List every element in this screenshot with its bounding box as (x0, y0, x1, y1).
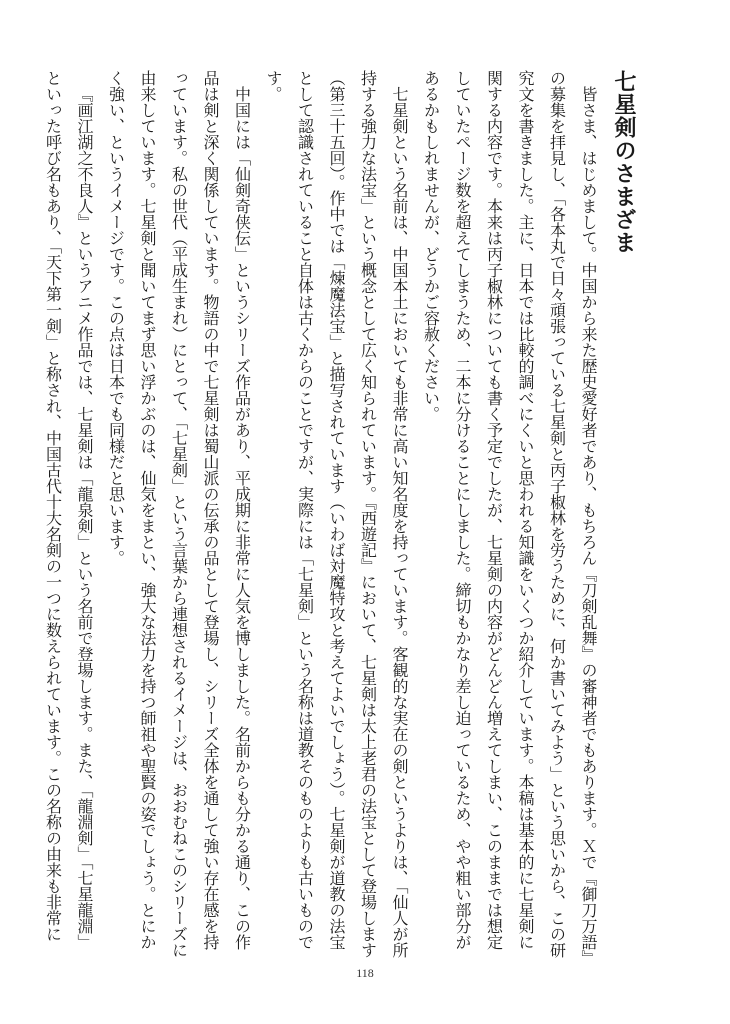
paragraph-anime-reference: 『画江湖之不良人』というアニメ作品では、七星剣は「龍泉剣」という名前で登場します。また、「龍淵剣」「七星龍淵」といった呼び名もあり、「天下第一剣」と称され、中国古代十大名剣の一つに数えられています。この名称の由来も非常に (43, 70, 94, 950)
paragraph-seven-star-sword-name: 七星剣という名前は、中国本土においても非常に高い知名度を持っています。客観的な実在の剣というよりは、「仙人が所持する強力な法宝」という概念として広く知られています。『西遊記』において、七星剣は太上老君の法宝として登場します（第三十五回）。作中では「煉魔法宝」と描写されています（いわば対魔特攻と考えてよいでしょう）。七星剣が道教の法宝として認識されていること自体は古くからのことですが、実際には「七星剣」という名称は道教そのものよりも古いものです。 (264, 70, 409, 958)
paragraph-intro: 皆さま、はじめまして。中国から来た歴史愛好者であり、もちろん『刀剣乱舞』の審神者でもあります。Ｘで『御刀万語』の募集を拝見し、「各本丸で日々頑張っている七星剣と丙子椒林を労うために、何か書いてみよう」という思いから、この研究文を書きました。主に、日本では比較的調べにくいと思われる知識をいくつか紹介しています。本稿は基本的に七星剣に関する内容です。本来は丙子椒林についても書く予定でしたが、七星剣の内容がどんどん増えてしまい、このままでは想定していたページ数を超えてしまうため、二本に分けることにしました。締切もかなり差し迫っているため、やや粗い部分があるかもしれませんが、どうかご容赦ください。 (421, 70, 598, 958)
article-title: 七星剣のさまざま (611, 70, 637, 254)
page-number: 118 (356, 966, 374, 980)
paragraph-sword-fairy-series: 中国には「仙剣奇侠伝」というシリーズ作品があり、平成期に非常に人気を博しました。名前からも分かる通り、この作品は剣と深く関係しています。物語の中で七星剣は蜀山派の伝承の品として登場し、シリーズ全体を通して強い存在感を持っています。私の世代（平成生まれ）にとって、「七星剣」という言葉から連想されるイメージは、おおむねこのシリーズに由来しています。七星剣と聞いてまず思い浮かぶのは、仙気をまとい、強大な法力を持つ師祖や聖賢の姿でしょう。とにかく強い、というイメージです。この点は日本でも同様だと思います。 (106, 70, 252, 958)
vertical-text-body (43, 70, 644, 960)
